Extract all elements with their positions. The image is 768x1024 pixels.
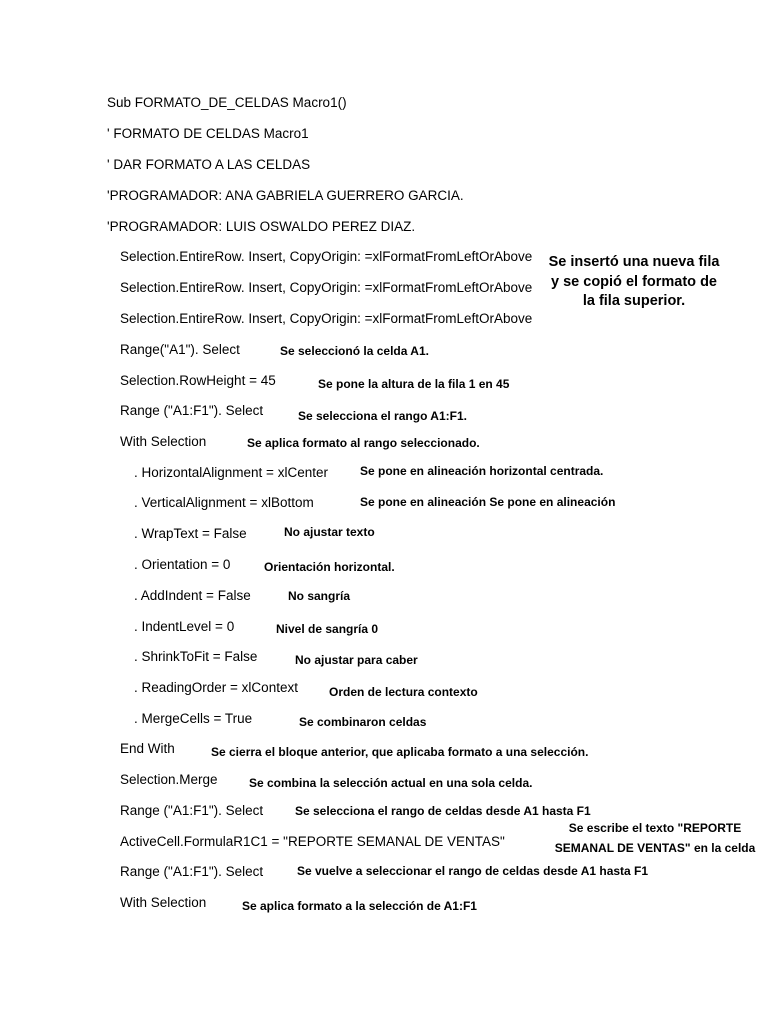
code-line-readingorder: . ReadingOrder = xlContext bbox=[134, 680, 298, 695]
code-line-addindent: . AddIndent = False bbox=[134, 588, 251, 603]
code-line-comment-4: 'PROGRAMADOR: LUIS OSWALDO PEREZ DIAZ. bbox=[107, 219, 416, 234]
code-line-range-a1f1-2: Range ("A1:F1"). Select bbox=[120, 803, 264, 818]
note-addindent: No sangría bbox=[288, 589, 351, 603]
code-line-wraptext: . WrapText = False bbox=[134, 526, 247, 541]
note-shrinktofit: No ajustar para caber bbox=[295, 653, 418, 667]
note-merge: Se combina la selección actual en una sola celda. bbox=[249, 776, 533, 790]
code-line-range-a1: Range("A1"). Select bbox=[120, 342, 240, 357]
code-line-insert-2: Selection.EntireRow. Insert, CopyOrigin: =xlFormatFromLeftOrAbove bbox=[120, 280, 533, 295]
code-line-merge: Selection.Merge bbox=[120, 772, 218, 787]
code-line-mergecells: . MergeCells = True bbox=[134, 711, 253, 726]
note-endwith: Se cierra el bloque anterior, que aplicaba formato a una selección. bbox=[211, 745, 589, 759]
code-line-comment-2: ' DAR FORMATO A LAS CELDAS bbox=[107, 157, 311, 172]
code-line-comment-3: 'PROGRAMADOR: ANA GABRIELA GUERRERO GARCIA. bbox=[107, 188, 464, 203]
note-mergecells: Se combinaron celdas bbox=[299, 715, 427, 729]
code-line-insert-3: Selection.EntireRow. Insert, CopyOrigin: =xlFormatFromLeftOrAbove bbox=[120, 311, 533, 326]
note-wraptext: No ajustar texto bbox=[284, 525, 375, 539]
code-line-endwith: End With bbox=[120, 741, 175, 756]
note-valign: Se pone en alineación Se pone en alineación bbox=[360, 495, 616, 509]
code-line-comment-1: ' FORMATO DE CELDAS Macro1 bbox=[107, 126, 309, 141]
note-formula: Se escribe el texto "REPORTE SEMANAL DE VENTAS" en la celda bbox=[554, 821, 756, 855]
code-line-insert-1: Selection.EntireRow. Insert, CopyOrigin: =xlFormatFromLeftOrAbove bbox=[120, 249, 533, 264]
code-line-with-1: With Selection bbox=[120, 434, 207, 449]
note-halign: Se pone en alineación horizontal centrada. bbox=[360, 464, 604, 478]
code-line-range-a1f1-3: Range ("A1:F1"). Select bbox=[120, 864, 264, 879]
note-reselect-range: Se vuelve a seleccionar el rango de celdas desde A1 hasta F1 bbox=[297, 864, 649, 878]
code-line-formula: ActiveCell.FormulaR1C1 = "REPORTE SEMANAL DE VENTAS" bbox=[120, 834, 505, 849]
code-line-sub: Sub FORMATO_DE_CELDAS Macro1() bbox=[107, 95, 347, 110]
code-line-indentlevel: . IndentLevel = 0 bbox=[134, 619, 235, 634]
note-select-range-2: Se selecciona el rango de celdas desde A1 hasta F1 bbox=[295, 804, 591, 818]
note-select-a1: Se seleccionó la celda A1. bbox=[280, 344, 429, 358]
code-line-valign: . VerticalAlignment = xlBottom bbox=[134, 495, 314, 510]
code-line-range-a1f1-1: Range ("A1:F1"). Select bbox=[120, 403, 264, 418]
note-rowheight: Se pone la altura de la fila 1 en 45 bbox=[318, 377, 510, 391]
note-readingorder: Orden de lectura contexto bbox=[329, 685, 478, 699]
code-line-rowheight: Selection.RowHeight = 45 bbox=[120, 373, 276, 388]
code-line-orientation: . Orientation = 0 bbox=[134, 557, 231, 572]
note-apply-format-2: Se aplica formato a la selección de A1:F1 bbox=[242, 899, 477, 913]
code-line-with-2: With Selection bbox=[120, 895, 207, 910]
code-line-halign: . HorizontalAlignment = xlCenter bbox=[134, 465, 328, 480]
side-note-insert: Se insertó una nueva fila y se copió el formato de la fila superior. bbox=[548, 254, 720, 309]
note-orientation: Orientación horizontal. bbox=[264, 560, 395, 574]
note-indentlevel: Nivel de sangría 0 bbox=[276, 622, 379, 636]
code-line-shrinktofit: . ShrinkToFit = False bbox=[134, 649, 258, 664]
note-apply-format: Se aplica formato al rango seleccionado. bbox=[247, 436, 480, 450]
note-select-range: Se selecciona el rango A1:F1. bbox=[298, 409, 467, 423]
